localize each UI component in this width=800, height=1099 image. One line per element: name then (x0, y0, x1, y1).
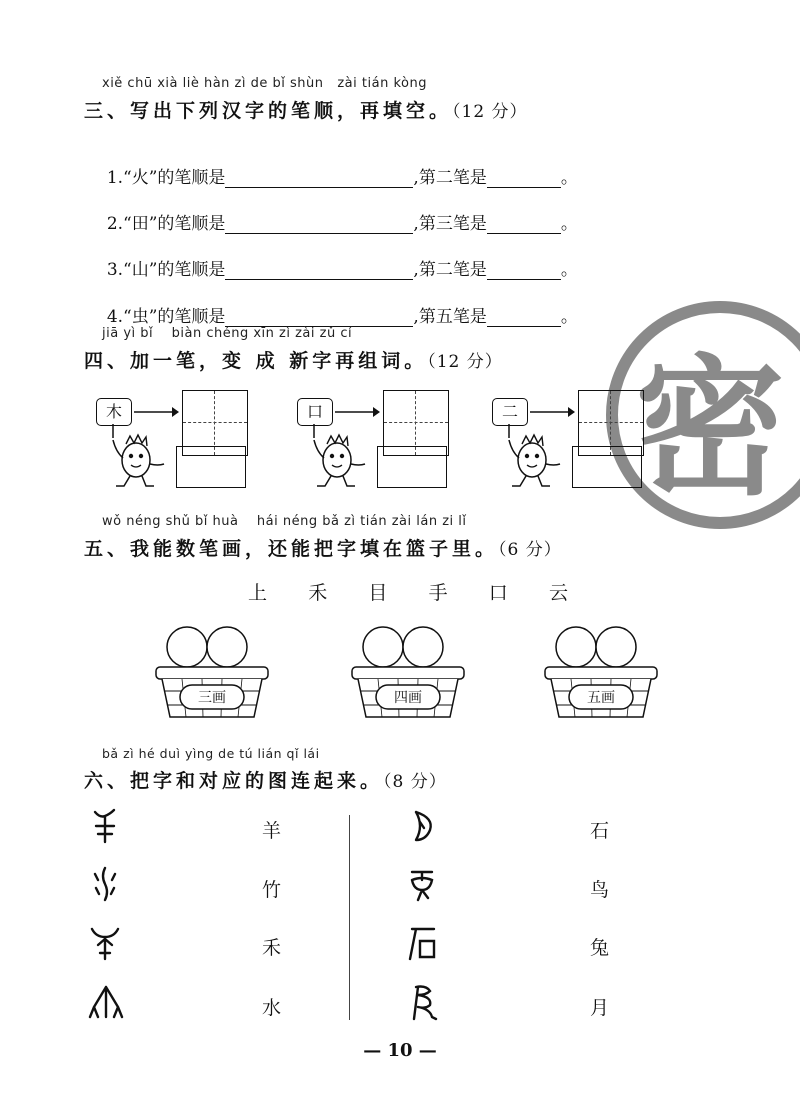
basket-icon (348, 625, 468, 723)
section6-heading (84, 766, 447, 793)
match-char-left[interactable]: 禾 (262, 937, 282, 959)
question-4 (96, 282, 578, 327)
section5-pinyin: wǒ néng shǔ bǐ huà hái néng bǎ zì tián zài lán zi lǐ (102, 514, 467, 529)
answer-blank-4b[interactable] (487, 308, 561, 327)
add-stroke-group-3 (488, 388, 658, 498)
arrow-right-icon (528, 402, 576, 422)
basket-label: 五画 (587, 690, 615, 706)
section3-heading-text: 三、写出下列汉字的笔顺，再填空。 (84, 100, 453, 122)
basket-four-strokes (348, 625, 468, 723)
char-item: 禾 (308, 582, 328, 604)
basket-label: 四画 (394, 690, 422, 706)
question-2-end: 。 (560, 214, 578, 234)
question-3-prefix: 3.“山”的笔顺是 (106, 260, 226, 280)
answer-blank-3b[interactable] (487, 261, 561, 280)
char-item: 目 (368, 582, 388, 604)
match-char-left[interactable]: 羊 (262, 820, 282, 842)
section5-heading-text: 五、我能数笔画，还能把字填在篮子里。 (84, 538, 499, 560)
column-divider (349, 815, 350, 1020)
answer-circle[interactable] (167, 627, 207, 667)
section3-pinyin: xiě chū xià liè hàn zì de bǐ shùn zài tián kòng (102, 76, 427, 91)
char-tag: 木 (96, 398, 132, 426)
basket-label: 三画 (198, 690, 226, 706)
page-number: — 10 — (363, 1040, 437, 1061)
section4-pinyin: jiā yì bǐ biàn chéng xīn zì zài zǔ cí (102, 326, 353, 341)
question-3-mid: ,第二笔是 (413, 260, 487, 280)
ancient-bird-glyph-icon[interactable] (406, 866, 440, 904)
char-item: 口 (488, 582, 508, 604)
basket-icon (541, 625, 661, 723)
answer-circle[interactable] (403, 627, 443, 667)
question-4-end: 。 (560, 307, 578, 327)
answer-blank-1a[interactable] (225, 169, 413, 188)
section4-score: （12 分） (427, 352, 503, 372)
question-2 (96, 189, 578, 234)
section3-score: （12 分） (452, 102, 528, 122)
ancient-water-glyph-icon[interactable] (90, 866, 120, 902)
section3-heading (84, 96, 528, 123)
question-1 (96, 143, 578, 188)
cartoon-character-icon (488, 424, 568, 494)
answer-blank-3a[interactable] (225, 261, 413, 280)
section6-heading-text: 六、把字和对应的图连起来。 (84, 770, 384, 792)
section4-heading-text: 四、加一笔，变 成 新字再组词。 (84, 350, 428, 372)
basket-icon (152, 625, 272, 723)
ancient-sheep-glyph-icon[interactable] (90, 808, 120, 844)
answer-circle[interactable] (363, 627, 403, 667)
answer-blank-2b[interactable] (487, 215, 561, 234)
char-tag: 口 (297, 398, 333, 426)
char-item: 手 (428, 582, 448, 604)
question-4-prefix: 4.“虫”的笔顺是 (106, 307, 226, 327)
section4-heading (84, 346, 503, 373)
section5-heading (84, 534, 562, 561)
ancient-rabbit-glyph-icon[interactable] (406, 983, 440, 1023)
cartoon-character-icon (293, 424, 373, 494)
ancient-stone-glyph-icon[interactable] (406, 925, 440, 963)
question-2-prefix: 2.“田”的笔顺是 (106, 214, 226, 234)
word-answer-box[interactable] (176, 446, 246, 488)
question-4-mid: ,第五笔是 (413, 307, 487, 327)
section6-score: （8 分） (383, 772, 447, 792)
answer-blank-4a[interactable] (225, 308, 413, 327)
ancient-bamboo-glyph-icon[interactable] (86, 983, 126, 1023)
answer-blank-2a[interactable] (225, 215, 413, 234)
ancient-sheep-horns-glyph-icon[interactable] (88, 925, 122, 963)
match-char-right[interactable]: 鸟 (590, 879, 610, 901)
match-char-left[interactable]: 水 (262, 997, 282, 1019)
ancient-moon-glyph-icon[interactable] (408, 808, 438, 844)
answer-circle[interactable] (207, 627, 247, 667)
question-1-end: 。 (560, 168, 578, 188)
char-tag: 二 (492, 398, 528, 426)
stroke-count-chars (248, 578, 568, 605)
stamp-text: 密 (634, 342, 786, 516)
question-2-mid: ,第三笔是 (413, 214, 487, 234)
char-item: 上 (248, 582, 268, 604)
question-3 (96, 235, 578, 280)
cartoon-character-icon (92, 424, 172, 494)
answer-circle[interactable] (596, 627, 636, 667)
arrow-right-icon (132, 402, 180, 422)
match-char-right[interactable]: 月 (590, 997, 610, 1019)
section5-score: （6 分） (498, 540, 562, 560)
basket-five-strokes (541, 625, 661, 723)
question-1-mid: ,第二笔是 (413, 168, 487, 188)
question-1-prefix: 1.“火”的笔顺是 (106, 168, 226, 188)
char-item: 云 (548, 582, 568, 604)
section6-pinyin: bǎ zì hé duì yìng de tú lián qǐ lái (102, 746, 320, 761)
question-3-end: 。 (560, 260, 578, 280)
add-stroke-group-2 (293, 388, 463, 498)
add-stroke-group-1 (92, 388, 262, 498)
match-char-right[interactable]: 石 (590, 820, 610, 842)
match-char-right[interactable]: 兔 (590, 937, 610, 959)
arrow-right-icon (333, 402, 381, 422)
answer-blank-1b[interactable] (487, 169, 561, 188)
match-char-left[interactable]: 竹 (262, 879, 282, 901)
basket-three-strokes (152, 625, 272, 723)
answer-circle[interactable] (556, 627, 596, 667)
word-answer-box[interactable] (377, 446, 447, 488)
word-answer-box[interactable] (572, 446, 642, 488)
